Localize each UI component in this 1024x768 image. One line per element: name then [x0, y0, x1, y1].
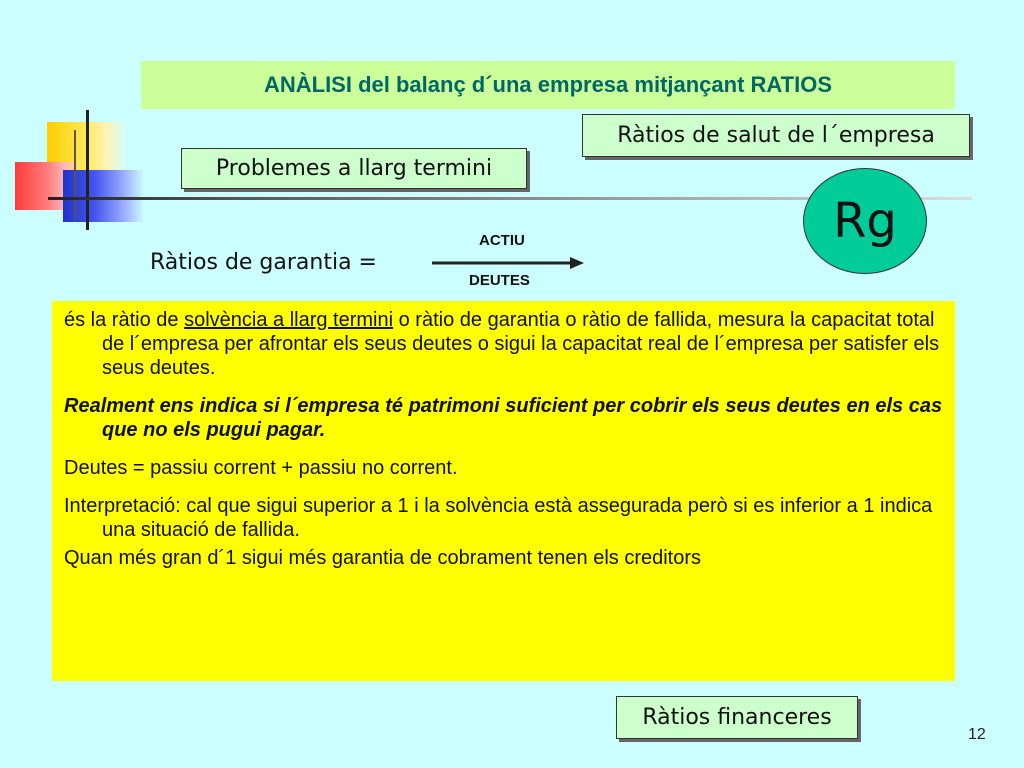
rg-circle: Rg	[803, 168, 927, 274]
paragraph-interpretacio: Interpretació: cal que sigui superior a 1 i la solvència està assegurada però si es inferior a 1 indica una situació de fallida.	[64, 495, 933, 541]
paragraph-deutes: Deutes = passiu corrent + passiu no corrent.	[64, 457, 458, 479]
box-ratios-financeres: Ràtios financeres	[616, 696, 858, 739]
content-panel	[52, 301, 955, 681]
box-problemes-llarg-termini: Problemes a llarg termini	[181, 148, 527, 189]
formula-denominator: DEUTES	[469, 272, 530, 289]
definition-text-start: és la ràtio de	[64, 309, 185, 331]
fraction-arrow-icon	[430, 253, 586, 273]
definition-underlined-term: solvència a llarg termini	[184, 309, 394, 331]
formula-numerator: ACTIU	[479, 232, 525, 249]
decorative-vertical-line-2	[74, 130, 76, 220]
slide-title: ANÀLISI del balanç d´una empresa mitjançant RATIOS	[141, 61, 955, 109]
formula-label: Ràtios de garantia =	[150, 250, 377, 275]
definition-text-end: o ràtio de garantia o ràtio de fallida, mesura la capacitat total de l´empresa per afrontar els seus deutes o sigui la capacitat real de l´empresa per satisfer els seus deutes.	[102, 309, 940, 379]
paragraph-creditors: Quan més gran d´1 sigui més garantia de cobrament tenen els creditors	[64, 547, 702, 569]
paragraph-definition	[64, 308, 945, 380]
decorative-vertical-line	[86, 110, 89, 230]
box-ratios-salut: Ràtios de salut de l´empresa	[582, 114, 970, 157]
paragraph-meaning: Realment ens indica si l´empresa té patrimoni suficient per cobrir els seus deutes en els cas que no els pugui pagar.	[64, 395, 943, 441]
slide-number: 12	[968, 726, 986, 743]
